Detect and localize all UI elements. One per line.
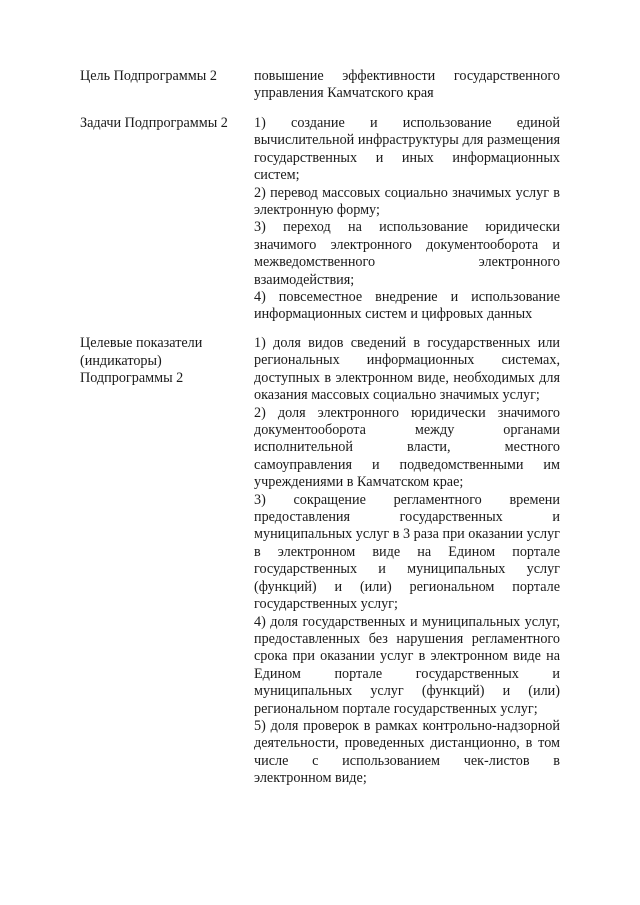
indicators-label: Целевые показатели (индикаторы) Подпрограммы 2 (80, 335, 203, 386)
tasks-label: Задачи Подпрограммы 2 (80, 115, 228, 131)
indicator-item-2: 2) доля электронного юридически значимого документооборота между органами исполнительной власти, местного самоуправления и подведомственными им учреждениями в Камчатском крае; (254, 404, 560, 491)
task-item-3: 3) переход на использование юридически значимого электронного документооборота и межведомственного электронного взаимодействия; (254, 219, 560, 288)
goal-content (254, 68, 560, 103)
indicator-item-3: 3) сокращение регламентного времени предоставления государственных и муниципальных услуг в 3 раза при оказании услуг в электронном виде на Едином портале государственных и муниципальных услуг (функций) и (или) региональном портале государственных услуг; (254, 491, 560, 613)
goal-label: Цель Подпрограммы 2 (80, 68, 217, 84)
indicators-content (254, 335, 560, 788)
indicator-item-4: 4) доля государственных и муниципальных услуг, предоставленных без нарушения регламентного срока при оказании услуг в электронном виде на Едином портале государственных и муниципальных услуг (функций) и (или) региональном портале государственных услуг; (254, 613, 560, 717)
goal-text: повышение эффективности государственного управления Камчатского края (254, 68, 560, 102)
task-item-2: 2) перевод массовых социально значимых услуг в электронную форму; (254, 184, 560, 219)
task-item-1: 1) создание и использование единой вычислительной инфраструктуры для размещения государственных и иных информационных систем; (254, 115, 560, 184)
indicator-item-5: 5) доля проверок в рамках контрольно-надзорной деятельности, проведенных дистанционно, в том числе с использованием чек-листов в электронном виде; (254, 717, 560, 787)
indicator-item-1: 1) доля видов сведений в государственных или региональных информационных системах, доступных в электронном виде, необходимых для оказания массовых социально значимых услуг; (254, 335, 560, 404)
task-item-4: 4) повсеместное внедрение и использование информационных систем и цифровых данных (254, 289, 560, 323)
tasks-content (254, 115, 560, 324)
